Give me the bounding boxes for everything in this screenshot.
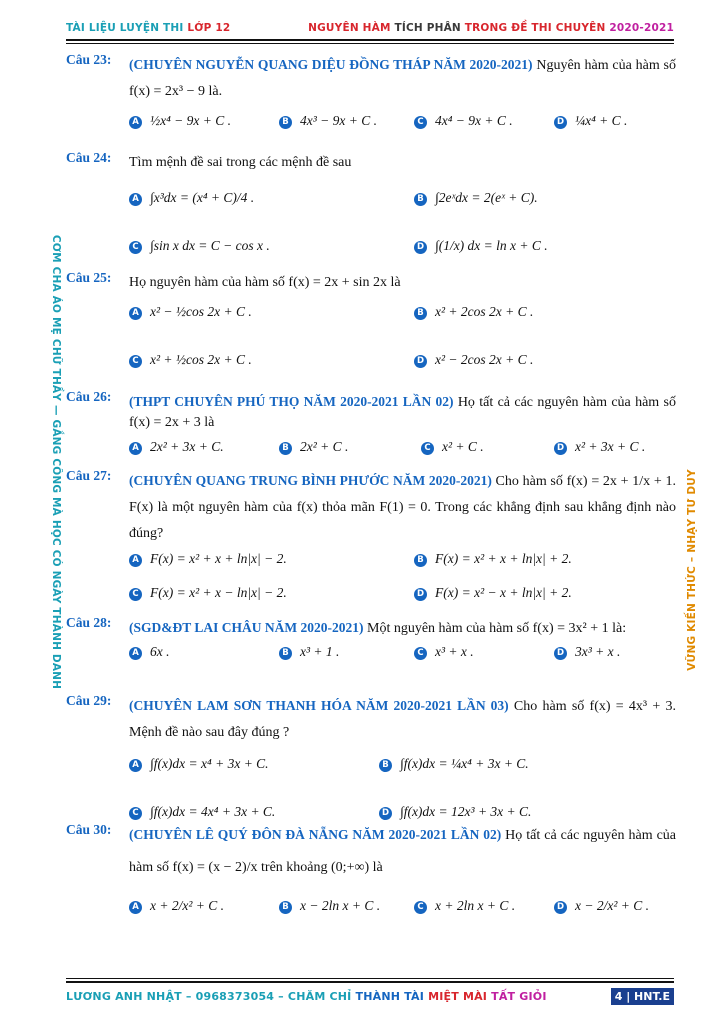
option-c[interactable]: C x + 2ln x + C . <box>414 898 515 914</box>
page-header <box>66 20 674 38</box>
option-c[interactable]: C x² + ½cos 2x + C . <box>129 352 252 368</box>
question-30 <box>66 822 676 924</box>
question-number: Câu 28: <box>66 615 112 630</box>
question-source: (THPT CHUYÊN PHÚ THỌ NĂM 2020-2021 LẦN 02) <box>129 394 454 409</box>
option-d[interactable]: D ¼x⁴ + C . <box>554 113 627 129</box>
option-b[interactable]: B ∫2eˣdx = 2(eˣ + C). <box>414 190 538 206</box>
footer-rule-thin <box>66 978 674 979</box>
question-number: Câu 27: <box>66 468 112 483</box>
options <box>129 547 676 607</box>
option-d[interactable]: D ∫f(x)dx = 12x³ + 3x + C. <box>379 804 531 820</box>
question-number: Câu 26: <box>66 389 112 404</box>
header-rule-thin <box>66 43 674 44</box>
option-a[interactable]: A ½x⁴ − 9x + C . <box>129 113 231 129</box>
options <box>129 884 676 924</box>
options <box>129 642 676 672</box>
question-stem: Họ nguyên hàm của hàm số f(x) = 2x + sin 2x là <box>129 275 401 290</box>
question-source: (SGD&ĐT LAI CHÂU NĂM 2020-2021) <box>129 620 364 635</box>
options <box>129 105 676 141</box>
question-25 <box>66 270 676 386</box>
question-stem: (CHUYÊN NGUYỄN QUANG DIỆU ĐỒNG THÁP NĂM 2020-2021) Nguyên hàm của hàm số f(x) = 2x³ − 9 là. <box>129 57 676 99</box>
option-a[interactable]: A 6x . <box>129 644 170 660</box>
option-d[interactable]: D F(x) = x² − x + ln|x| + 2. <box>414 585 572 601</box>
question-source: (CHUYÊN QUANG TRUNG BÌNH PHƯỚC NĂM 2020-2021) <box>129 473 492 488</box>
option-d[interactable]: D x² − 2cos 2x + C . <box>414 352 533 368</box>
header-left: TÀI LIỆU LUYỆN THI LỚP 12 <box>66 22 231 34</box>
option-c[interactable]: C x³ + x . <box>414 644 474 660</box>
question-stem: (CHUYÊN LAM SƠN THANH HÓA NĂM 2020-2021 LẦN 03) Cho hàm số f(x) = 4x³ + 3. Mệnh đề nào sau đây đúng ? <box>129 698 676 740</box>
question-number: Câu 25: <box>66 270 112 285</box>
option-b[interactable]: B ∫f(x)dx = ¼x⁴ + 3x + C. <box>379 756 529 772</box>
option-a[interactable]: A F(x) = x² + x + ln|x| − 2. <box>129 551 287 567</box>
header-right: NGUYÊN HÀM TÍCH PHÂN TRONG ĐỀ THI CHUYÊN 2020-2021 <box>308 22 674 34</box>
option-a[interactable]: A ∫x³dx = (x⁴ + C)/4 . <box>129 190 254 206</box>
question-stem: Tìm mệnh đề sai trong các mệnh đề sau <box>129 155 352 170</box>
footer-rule-thick <box>66 981 674 983</box>
option-b[interactable]: B 2x² + C . <box>279 439 348 455</box>
question-stem: (SGD&ĐT LAI CHÂU NĂM 2020-2021) Một nguyên hàm của hàm số f(x) = 3x² + 1 là: <box>129 620 627 636</box>
option-b[interactable]: B x² + 2cos 2x + C . <box>414 304 533 320</box>
option-c[interactable]: C ∫sin x dx = C − cos x . <box>129 238 270 254</box>
option-d[interactable]: D x − 2/x² + C . <box>554 898 649 914</box>
question-number: Câu 29: <box>66 693 112 708</box>
question-24 <box>66 150 676 266</box>
question-source: (CHUYÊN LÊ QUÝ ĐÔN ĐÀ NẴNG NĂM 2020-2021 LẦN 02) <box>129 827 502 842</box>
question-source: (CHUYÊN NGUYỄN QUANG DIỆU ĐỒNG THÁP NĂM 2020-2021) <box>129 57 533 72</box>
question-28 <box>66 615 676 672</box>
options <box>129 296 676 386</box>
question-number: Câu 30: <box>66 822 112 837</box>
question-29 <box>66 693 676 836</box>
option-b[interactable]: B x³ + 1 . <box>279 644 339 660</box>
option-b[interactable]: B F(x) = x² + x + ln|x| + 2. <box>414 551 572 567</box>
option-c[interactable]: C ∫f(x)dx = 4x⁴ + 3x + C. <box>129 804 275 820</box>
option-b[interactable]: B 4x³ − 9x + C . <box>279 113 377 129</box>
option-c[interactable]: C 4x⁴ − 9x + C . <box>414 113 513 129</box>
question-source: (CHUYÊN LAM SƠN THANH HÓA NĂM 2020-2021 LẦN 03) <box>129 698 509 713</box>
option-d[interactable]: D ∫(1/x) dx = ln x + C . <box>414 238 548 254</box>
options <box>129 176 676 266</box>
side-slogan-left: CƠM CHA ÁO MẸ CHỮ THẦY — GẮNG CÔNG MÀ HỌC CÓ NGÀY THÀNH DANH <box>50 234 62 690</box>
header-rule-thick <box>66 39 674 41</box>
question-26 <box>66 389 676 461</box>
options <box>129 433 676 461</box>
option-c[interactable]: C x² + C . <box>421 439 484 455</box>
question-23 <box>66 52 676 141</box>
option-a[interactable]: A 2x² + 3x + C. <box>129 439 224 455</box>
question-number: Câu 24: <box>66 150 112 165</box>
question-stem: (CHUYÊN LÊ QUÝ ĐÔN ĐÀ NẴNG NĂM 2020-2021 LẦN 02) Họ tất cả các nguyên hàm của hàm số f(x) = (x − 2)/x trên khoảng (0;+∞) là <box>129 827 676 875</box>
page-number: 4 | HNT.E <box>611 988 674 1005</box>
option-c[interactable]: C F(x) = x² + x − ln|x| − 2. <box>129 585 287 601</box>
option-d[interactable]: D x² + 3x + C . <box>554 439 645 455</box>
footer-slogan: LƯƠNG ANH NHẬT – 0968373054 – CHĂM CHỈ THÀNH TÀI MIỆT MÀI TẤT GIỎI <box>66 990 547 1003</box>
question-stem: (CHUYÊN QUANG TRUNG BÌNH PHƯỚC NĂM 2020-2021) Cho hàm số f(x) = 2x + 1/x + 1. F(x) là một nguyên hàm của f(x) thỏa mãn F(1) = 0. Trong các khẳng định sau khẳng định nào đúng? <box>129 473 676 541</box>
question-stem: (THPT CHUYÊN PHÚ THỌ NĂM 2020-2021 LẦN 02) Họ tất cả các nguyên hàm của hàm số f(x) = 2x + 3 là <box>129 394 676 430</box>
option-d[interactable]: D 3x³ + x . <box>554 644 620 660</box>
side-slogan-right: VỮNG KIẾN THỨC – NHẠY TƯ DUY <box>686 469 698 671</box>
option-b[interactable]: B x − 2ln x + C . <box>279 898 380 914</box>
question-27 <box>66 468 676 607</box>
option-a[interactable]: A x² − ½cos 2x + C . <box>129 304 252 320</box>
question-number: Câu 23: <box>66 52 112 67</box>
option-a[interactable]: A ∫f(x)dx = x⁴ + 3x + C. <box>129 756 269 772</box>
option-a[interactable]: A x + 2/x² + C . <box>129 898 224 914</box>
page-footer <box>66 987 674 1007</box>
